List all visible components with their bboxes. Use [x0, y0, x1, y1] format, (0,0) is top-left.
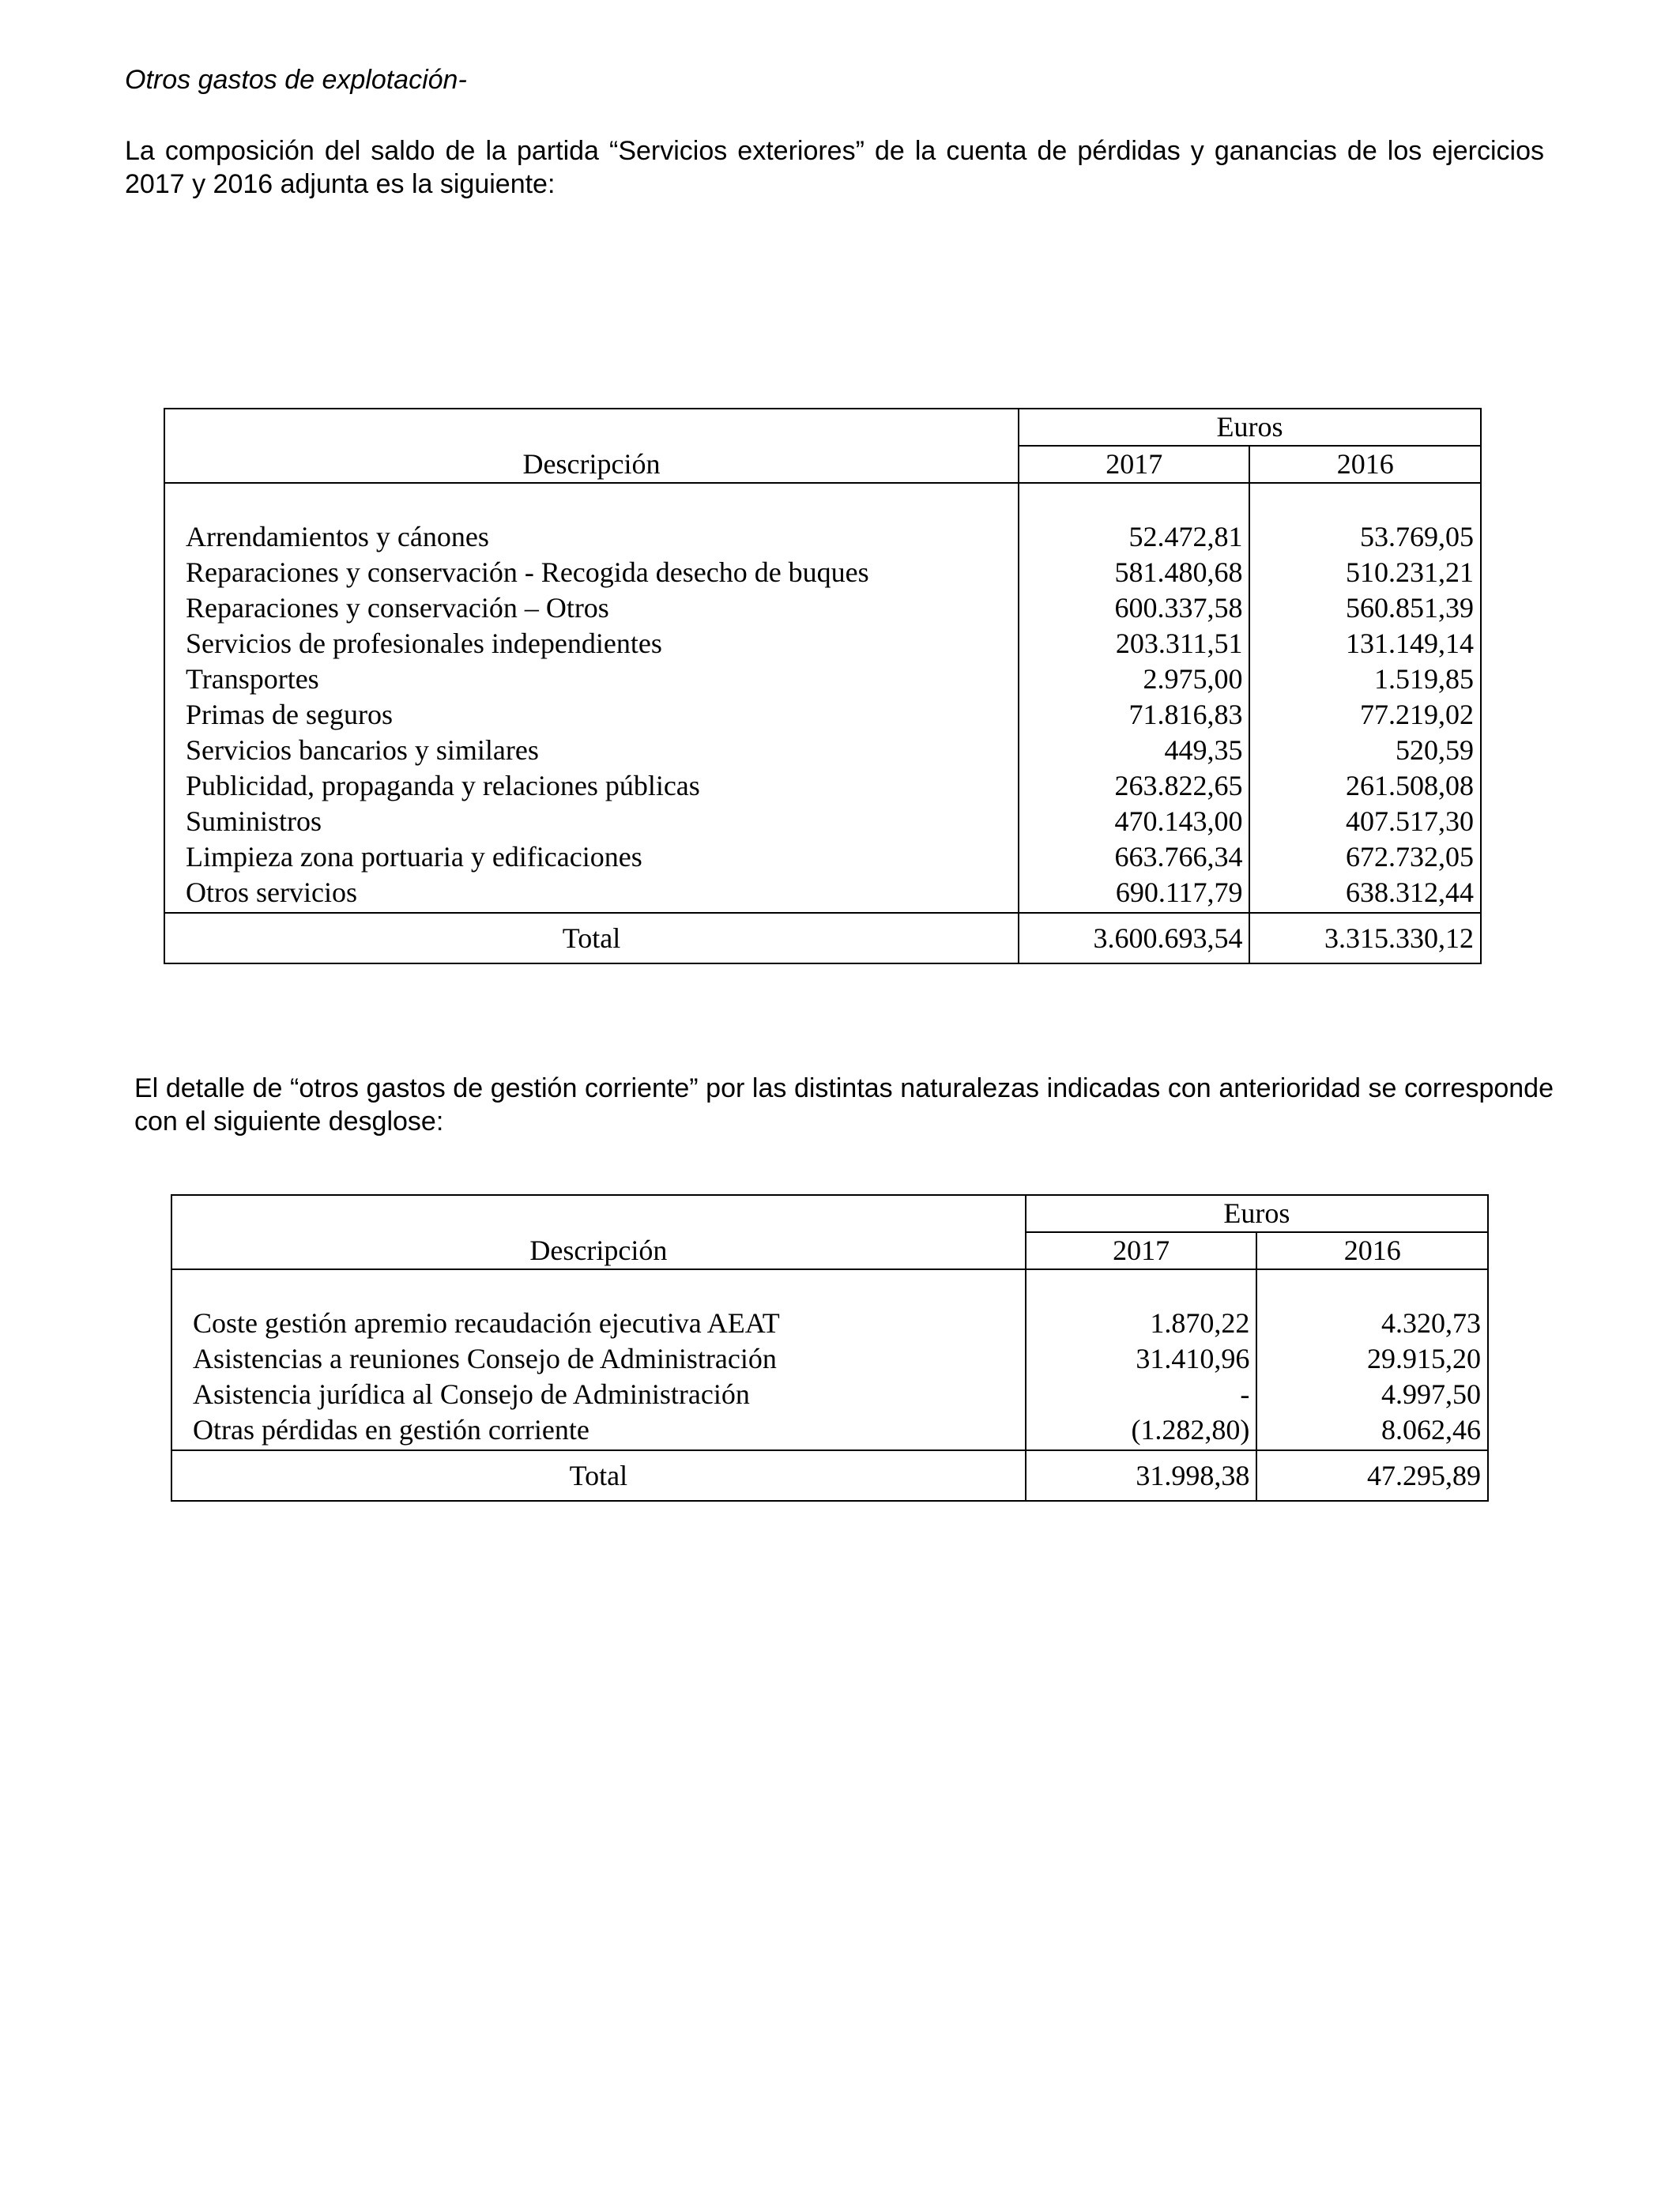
section-heading: Otros gastos de explotación-: [125, 65, 467, 95]
row-value-2016: 520,59: [1249, 733, 1481, 768]
table1-description-header: Descripción: [164, 409, 1019, 483]
row-value-2016: 261.508,08: [1249, 768, 1481, 804]
table-row: [164, 768, 1481, 804]
row-value-2016: 672.732,05: [1249, 839, 1481, 875]
table-row: [164, 697, 1481, 733]
table-row: [164, 733, 1481, 768]
row-description: Primas de seguros: [164, 697, 1019, 733]
table2-total-row: [171, 1450, 1488, 1501]
table1-total-2017: 3.600.693,54: [1019, 913, 1250, 963]
table-row: [171, 1412, 1488, 1450]
table2-header-group-row: [171, 1195, 1488, 1232]
row-value-2016: 131.149,14: [1249, 626, 1481, 662]
row-value-2017: 31.410,96: [1026, 1341, 1257, 1377]
row-description: Coste gestión apremio recaudación ejecutiva AEAT: [171, 1306, 1026, 1341]
table2-spacer-row: [171, 1269, 1488, 1306]
row-value-2017: 203.311,51: [1019, 626, 1250, 662]
spacer-cell: [1256, 1269, 1488, 1306]
table-row: [164, 626, 1481, 662]
table1-euros-header: Euros: [1019, 409, 1481, 446]
spacer-cell: [164, 483, 1019, 519]
table1-year-2017-header: 2017: [1019, 446, 1250, 483]
table2-euros-header: Euros: [1026, 1195, 1488, 1232]
row-value-2017: -: [1026, 1377, 1257, 1412]
row-value-2016: 4.997,50: [1256, 1377, 1488, 1412]
table1-spacer-row: [164, 483, 1481, 519]
row-value-2017: 690.117,79: [1019, 875, 1250, 913]
table2-total-2017: 31.998,38: [1026, 1450, 1257, 1501]
table1-total-row: [164, 913, 1481, 963]
otros-gastos-gestion-table: [171, 1194, 1489, 1502]
table2-total-label: Total: [171, 1450, 1026, 1501]
table2-body: [171, 1195, 1488, 1450]
table2-year-2017-header: 2017: [1026, 1232, 1257, 1269]
table2-total-2016: 47.295,89: [1256, 1450, 1488, 1501]
row-description: Suministros: [164, 804, 1019, 839]
table1-total-label: Total: [164, 913, 1019, 963]
table2-description-header: Descripción: [171, 1195, 1026, 1269]
table2-year-2016-header: 2016: [1256, 1232, 1488, 1269]
intro-paragraph: La composición del saldo de la partida “Servicios exteriores” de la cuenta de pérdidas y ganancias de los ejercicios 2017 y 2016 adjunta es la siguiente:: [125, 136, 1544, 199]
row-value-2017: 581.480,68: [1019, 555, 1250, 590]
spacer-cell: [1026, 1269, 1257, 1306]
table-row: [164, 662, 1481, 697]
row-description: Limpieza zona portuaria y edificaciones: [164, 839, 1019, 875]
row-description: Servicios de profesionales independientes: [164, 626, 1019, 662]
row-value-2016: 77.219,02: [1249, 697, 1481, 733]
spacer-cell: [1019, 483, 1250, 519]
row-value-2017: 71.816,83: [1019, 697, 1250, 733]
table1-header-group-row: [164, 409, 1481, 446]
row-value-2016: 407.517,30: [1249, 804, 1481, 839]
row-value-2016: 638.312,44: [1249, 875, 1481, 913]
row-value-2016: 8.062,46: [1256, 1412, 1488, 1450]
row-description: Reparaciones y conservación - Recogida desecho de buques: [164, 555, 1019, 590]
row-value-2017: 663.766,34: [1019, 839, 1250, 875]
row-description: Transportes: [164, 662, 1019, 697]
table-row: [164, 875, 1481, 913]
servicios-exteriores-table: [164, 408, 1482, 964]
row-value-2017: 1.870,22: [1026, 1306, 1257, 1341]
row-value-2016: 53.769,05: [1249, 519, 1481, 555]
row-description: Asistencia jurídica al Consejo de Administración: [171, 1377, 1026, 1412]
table2-footer: [171, 1450, 1488, 1501]
row-value-2016: 4.320,73: [1256, 1306, 1488, 1341]
table-row: [164, 555, 1481, 590]
row-value-2017: 263.822,65: [1019, 768, 1250, 804]
row-value-2017: 470.143,00: [1019, 804, 1250, 839]
table1-footer: [164, 913, 1481, 963]
row-description: Publicidad, propaganda y relaciones públicas: [164, 768, 1019, 804]
row-description: Reparaciones y conservación – Otros: [164, 590, 1019, 626]
row-description: Servicios bancarios y similares: [164, 733, 1019, 768]
table-row: [164, 839, 1481, 875]
row-description: Otros servicios: [164, 875, 1019, 913]
spacer-cell: [1249, 483, 1481, 519]
row-description: Asistencias a reuniones Consejo de Administración: [171, 1341, 1026, 1377]
row-value-2017: (1.282,80): [1026, 1412, 1257, 1450]
table-row: [164, 519, 1481, 555]
table1-year-2016-header: 2016: [1249, 446, 1481, 483]
row-value-2016: 510.231,21: [1249, 555, 1481, 590]
row-value-2017: 600.337,58: [1019, 590, 1250, 626]
row-value-2016: 1.519,85: [1249, 662, 1481, 697]
table1-total-2016: 3.315.330,12: [1249, 913, 1481, 963]
table-row: [171, 1377, 1488, 1412]
table-row: [171, 1341, 1488, 1377]
table1-body: [164, 409, 1481, 913]
row-value-2016: 560.851,39: [1249, 590, 1481, 626]
row-value-2017: 2.975,00: [1019, 662, 1250, 697]
row-value-2017: 52.472,81: [1019, 519, 1250, 555]
row-value-2016: 29.915,20: [1256, 1341, 1488, 1377]
table-row: [164, 804, 1481, 839]
spacer-cell: [171, 1269, 1026, 1306]
row-value-2017: 449,35: [1019, 733, 1250, 768]
table-row: [171, 1306, 1488, 1341]
detail-paragraph: El detalle de “otros gastos de gestión corriente” por las distintas naturalezas indicadas con anterioridad se corresponde con el siguiente desglose:: [134, 1073, 1554, 1137]
row-description: Arrendamientos y cánones: [164, 519, 1019, 555]
table-row: [164, 590, 1481, 626]
row-description: Otras pérdidas en gestión corriente: [171, 1412, 1026, 1450]
